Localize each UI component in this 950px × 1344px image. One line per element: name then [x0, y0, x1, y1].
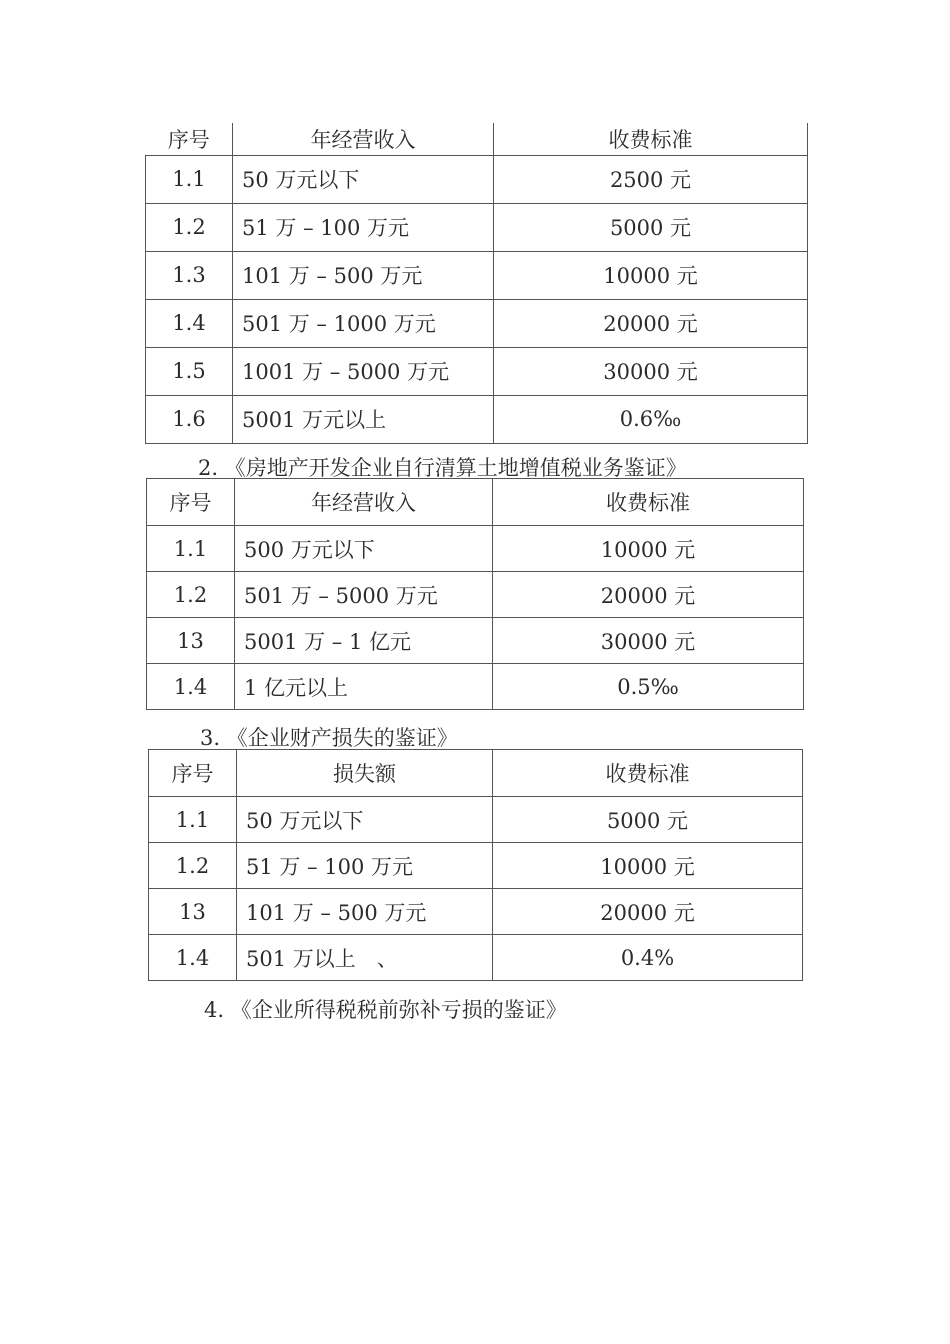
column-header-fee: 收费标准 [494, 123, 808, 155]
revenue-range: 1001 万 – 5000 万元 [233, 347, 494, 395]
row-number: 13 [149, 889, 237, 935]
row-number: 1.5 [146, 347, 233, 395]
column-header-revenue: 年经营收入 [233, 123, 494, 155]
revenue-range: 5001 万元以上 [233, 395, 494, 443]
fee-standard: 5000 元 [493, 797, 803, 843]
revenue-range: 5001 万 – 1 亿元 [235, 618, 493, 664]
fee-table-annual-revenue [145, 123, 808, 444]
table-row [146, 395, 808, 443]
table-row [146, 155, 808, 203]
fee-standard: 30000 元 [494, 347, 808, 395]
loss-range: 101 万 – 500 万元 [237, 889, 493, 935]
table-row [147, 664, 804, 710]
row-number: 13 [147, 618, 235, 664]
revenue-range: 501 万 – 1000 万元 [233, 299, 494, 347]
fee-standard: 20000 元 [493, 572, 804, 618]
column-header-fee: 收费标准 [493, 479, 804, 526]
column-header-number: 序号 [146, 123, 233, 155]
column-header-number: 序号 [149, 750, 237, 797]
table-row [146, 251, 808, 299]
row-number: 1.2 [149, 843, 237, 889]
row-number: 1.6 [146, 395, 233, 443]
row-number: 1.1 [149, 797, 237, 843]
row-number: 1.4 [147, 664, 235, 710]
table-row [149, 935, 803, 981]
section-4-caption: 4. 《企业所得税税前弥补亏损的鉴证》 [204, 998, 567, 1022]
fee-standard: 20000 元 [494, 299, 808, 347]
loss-range: 51 万 – 100 万元 [237, 843, 493, 889]
revenue-range: 500 万元以下 [235, 526, 493, 572]
row-number: 1.4 [146, 299, 233, 347]
revenue-range: 501 万 – 5000 万元 [235, 572, 493, 618]
row-number: 1.1 [147, 526, 235, 572]
column-header-fee: 收费标准 [493, 750, 803, 797]
section-2-caption: 2. 《房地产开发企业自行清算土地增值税业务鉴证》 [198, 456, 687, 480]
revenue-range: 1 亿元以上 [235, 664, 493, 710]
table-row [147, 618, 804, 664]
fee-standard: 2500 元 [494, 155, 808, 203]
fee-standard: 5000 元 [494, 203, 808, 251]
fee-standard: 20000 元 [493, 889, 803, 935]
table-header-row [149, 750, 803, 797]
fee-standard: 0.4% [493, 935, 803, 981]
fee-standard: 10000 元 [493, 843, 803, 889]
section-3-caption: 3. 《企业财产损失的鉴证》 [200, 726, 458, 750]
table-row [147, 572, 804, 618]
row-number: 1.1 [146, 155, 233, 203]
fee-standard: 10000 元 [494, 251, 808, 299]
row-number: 1.2 [146, 203, 233, 251]
column-header-number: 序号 [147, 479, 235, 526]
loss-range: 501 万以上 、 [237, 935, 493, 981]
column-header-loss-amount: 损失额 [237, 750, 493, 797]
fee-standard: 0.6‰ [494, 395, 808, 443]
table-row [149, 843, 803, 889]
table-row [146, 347, 808, 395]
revenue-range: 101 万 – 500 万元 [233, 251, 494, 299]
fee-table-property-loss [148, 749, 803, 981]
revenue-range: 51 万 – 100 万元 [233, 203, 494, 251]
column-header-revenue: 年经营收入 [235, 479, 493, 526]
fee-standard: 10000 元 [493, 526, 804, 572]
fee-table-land-vat [146, 478, 804, 710]
table-row [146, 203, 808, 251]
table-row [149, 889, 803, 935]
revenue-range: 50 万元以下 [233, 155, 494, 203]
table-row [147, 526, 804, 572]
fee-standard: 0.5‰ [493, 664, 804, 710]
loss-range: 50 万元以下 [237, 797, 493, 843]
row-number: 1.3 [146, 251, 233, 299]
table-row [149, 797, 803, 843]
table-header-row [147, 479, 804, 526]
fee-standard: 30000 元 [493, 618, 804, 664]
row-number: 1.4 [149, 935, 237, 981]
row-number: 1.2 [147, 572, 235, 618]
table-row [146, 299, 808, 347]
table-header-row [146, 123, 808, 155]
